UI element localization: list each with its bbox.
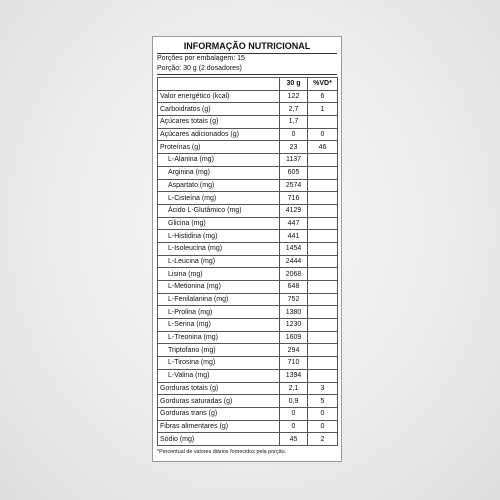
nutrient-name: L-Serina (mg) bbox=[158, 319, 280, 332]
nutrient-amount: 1230 bbox=[280, 319, 308, 332]
table-row bbox=[158, 179, 338, 192]
nutrient-vd bbox=[308, 166, 338, 179]
nutrient-amount: 294 bbox=[280, 344, 308, 357]
nutrient-vd: 46 bbox=[308, 141, 338, 154]
nutrient-amount: 4129 bbox=[280, 204, 308, 217]
table-row bbox=[158, 369, 338, 382]
table-row bbox=[158, 306, 338, 319]
nutrient-amount: 2574 bbox=[280, 179, 308, 192]
nutrient-vd bbox=[308, 217, 338, 230]
table-row bbox=[158, 192, 338, 205]
nutrient-name: Carboidratos (g) bbox=[158, 103, 280, 116]
nutrient-amount: 0,9 bbox=[280, 395, 308, 408]
table-row bbox=[158, 382, 338, 395]
header-vd: %VD* bbox=[308, 78, 338, 91]
nutrient-vd bbox=[308, 357, 338, 370]
nutrition-table bbox=[157, 77, 338, 446]
table-row bbox=[158, 242, 338, 255]
nutrient-name: L-Alanina (mg) bbox=[158, 154, 280, 167]
nutrient-amount: 1394 bbox=[280, 369, 308, 382]
table-row bbox=[158, 204, 338, 217]
table-row bbox=[158, 255, 338, 268]
nutrient-amount: 2,1 bbox=[280, 382, 308, 395]
table-row bbox=[158, 154, 338, 167]
nutrient-vd bbox=[308, 293, 338, 306]
nutrient-vd bbox=[308, 369, 338, 382]
nutrient-amount: 122 bbox=[280, 90, 308, 103]
nutrient-vd bbox=[308, 281, 338, 294]
nutrient-vd bbox=[308, 230, 338, 243]
nutrient-vd: 0 bbox=[308, 128, 338, 141]
servings-per-package: Porções por embalagem: 15 bbox=[157, 55, 245, 62]
nutrient-name: Gorduras totais (g) bbox=[158, 382, 280, 395]
label-title: INFORMAÇÃO NUTRICIONAL bbox=[157, 40, 337, 54]
nutrient-name: Aspartato (mg) bbox=[158, 179, 280, 192]
nutrient-amount: 2068 bbox=[280, 268, 308, 281]
nutrient-name: Gorduras saturadas (g) bbox=[158, 395, 280, 408]
nutrient-name: Valor energético (kcal) bbox=[158, 90, 280, 103]
nutrient-name: Fibras alimentares (g) bbox=[158, 420, 280, 433]
nutrient-amount: 1609 bbox=[280, 331, 308, 344]
table-row bbox=[158, 433, 338, 446]
nutrient-amount: 45 bbox=[280, 433, 308, 446]
nutrient-amount: 23 bbox=[280, 141, 308, 154]
nutrient-vd bbox=[308, 204, 338, 217]
nutrient-vd: 1 bbox=[308, 103, 338, 116]
nutrient-name: Proteínas (g) bbox=[158, 141, 280, 154]
nutrient-amount: 447 bbox=[280, 217, 308, 230]
table-row bbox=[158, 268, 338, 281]
nutrient-vd bbox=[308, 116, 338, 129]
nutrient-vd bbox=[308, 154, 338, 167]
nutrient-name: Triptofano (mg) bbox=[158, 344, 280, 357]
table-row bbox=[158, 103, 338, 116]
portion-size: Porção: 30 g (2 dosadores) bbox=[157, 64, 337, 75]
nutrient-amount: 0 bbox=[280, 407, 308, 420]
nutrient-name: L-Treonina (mg) bbox=[158, 331, 280, 344]
table-row bbox=[158, 420, 338, 433]
nutrient-vd bbox=[308, 268, 338, 281]
nutrient-amount: 1137 bbox=[280, 154, 308, 167]
table-row bbox=[158, 357, 338, 370]
table-row bbox=[158, 293, 338, 306]
nutrient-amount: 710 bbox=[280, 357, 308, 370]
nutrient-vd: 6 bbox=[308, 90, 338, 103]
table-row bbox=[158, 230, 338, 243]
nutrient-name: L-Tirosina (mg) bbox=[158, 357, 280, 370]
table-row bbox=[158, 128, 338, 141]
table-row bbox=[158, 331, 338, 344]
nutrient-amount: 0 bbox=[280, 420, 308, 433]
nutrient-amount: 716 bbox=[280, 192, 308, 205]
nutrient-name: L-Prolina (mg) bbox=[158, 306, 280, 319]
nutrition-label bbox=[152, 36, 342, 462]
nutrient-name: Açúcares totais (g) bbox=[158, 116, 280, 129]
nutrient-vd: 0 bbox=[308, 420, 338, 433]
footnote: *Percentual de valores diários fornecidos pela porção. bbox=[157, 448, 287, 455]
nutrient-name: Arginina (mg) bbox=[158, 166, 280, 179]
nutrient-vd: 2 bbox=[308, 433, 338, 446]
nutrient-amount: 648 bbox=[280, 281, 308, 294]
nutrition-rows bbox=[158, 90, 338, 445]
table-row bbox=[158, 281, 338, 294]
nutrient-vd bbox=[308, 331, 338, 344]
table-row bbox=[158, 217, 338, 230]
nutrient-amount: 2444 bbox=[280, 255, 308, 268]
table-row bbox=[158, 141, 338, 154]
nutrient-vd bbox=[308, 344, 338, 357]
nutrient-vd: 0 bbox=[308, 407, 338, 420]
nutrient-name: L-Fenilalanina (mg) bbox=[158, 293, 280, 306]
nutrient-amount: 605 bbox=[280, 166, 308, 179]
nutrient-vd bbox=[308, 255, 338, 268]
nutrient-name: Glicina (mg) bbox=[158, 217, 280, 230]
nutrient-amount: 1380 bbox=[280, 306, 308, 319]
nutrient-vd bbox=[308, 192, 338, 205]
table-row bbox=[158, 395, 338, 408]
header-amount: 30 g bbox=[280, 78, 308, 91]
nutrient-amount: 752 bbox=[280, 293, 308, 306]
nutrient-vd bbox=[308, 179, 338, 192]
table-row bbox=[158, 407, 338, 420]
nutrient-vd bbox=[308, 306, 338, 319]
nutrient-vd: 5 bbox=[308, 395, 338, 408]
header-blank bbox=[158, 78, 280, 91]
table-row bbox=[158, 90, 338, 103]
nutrient-name: Sódio (mg) bbox=[158, 433, 280, 446]
nutrient-amount: 1,7 bbox=[280, 116, 308, 129]
nutrient-name: L-Leucina (mg) bbox=[158, 255, 280, 268]
nutrient-name: L-Valina (mg) bbox=[158, 369, 280, 382]
table-row bbox=[158, 344, 338, 357]
nutrient-amount: 1454 bbox=[280, 242, 308, 255]
nutrient-name: L-Histidina (mg) bbox=[158, 230, 280, 243]
nutrient-name: L-Isoleucina (mg) bbox=[158, 242, 280, 255]
nutrient-amount: 2,7 bbox=[280, 103, 308, 116]
nutrient-vd: 3 bbox=[308, 382, 338, 395]
nutrient-name: Gorduras trans (g) bbox=[158, 407, 280, 420]
table-row bbox=[158, 116, 338, 129]
nutrient-vd bbox=[308, 319, 338, 332]
table-row bbox=[158, 319, 338, 332]
nutrient-name: Lisina (mg) bbox=[158, 268, 280, 281]
table-header-row bbox=[158, 78, 338, 91]
nutrient-name: Açúcares adicionados (g) bbox=[158, 128, 280, 141]
nutrient-name: L-Metionina (mg) bbox=[158, 281, 280, 294]
table-row bbox=[158, 166, 338, 179]
nutrient-name: Ácido L-Glutâmico (mg) bbox=[158, 204, 280, 217]
nutrient-amount: 0 bbox=[280, 128, 308, 141]
nutrient-name: L-Cisteína (mg) bbox=[158, 192, 280, 205]
nutrient-vd bbox=[308, 242, 338, 255]
nutrient-amount: 441 bbox=[280, 230, 308, 243]
